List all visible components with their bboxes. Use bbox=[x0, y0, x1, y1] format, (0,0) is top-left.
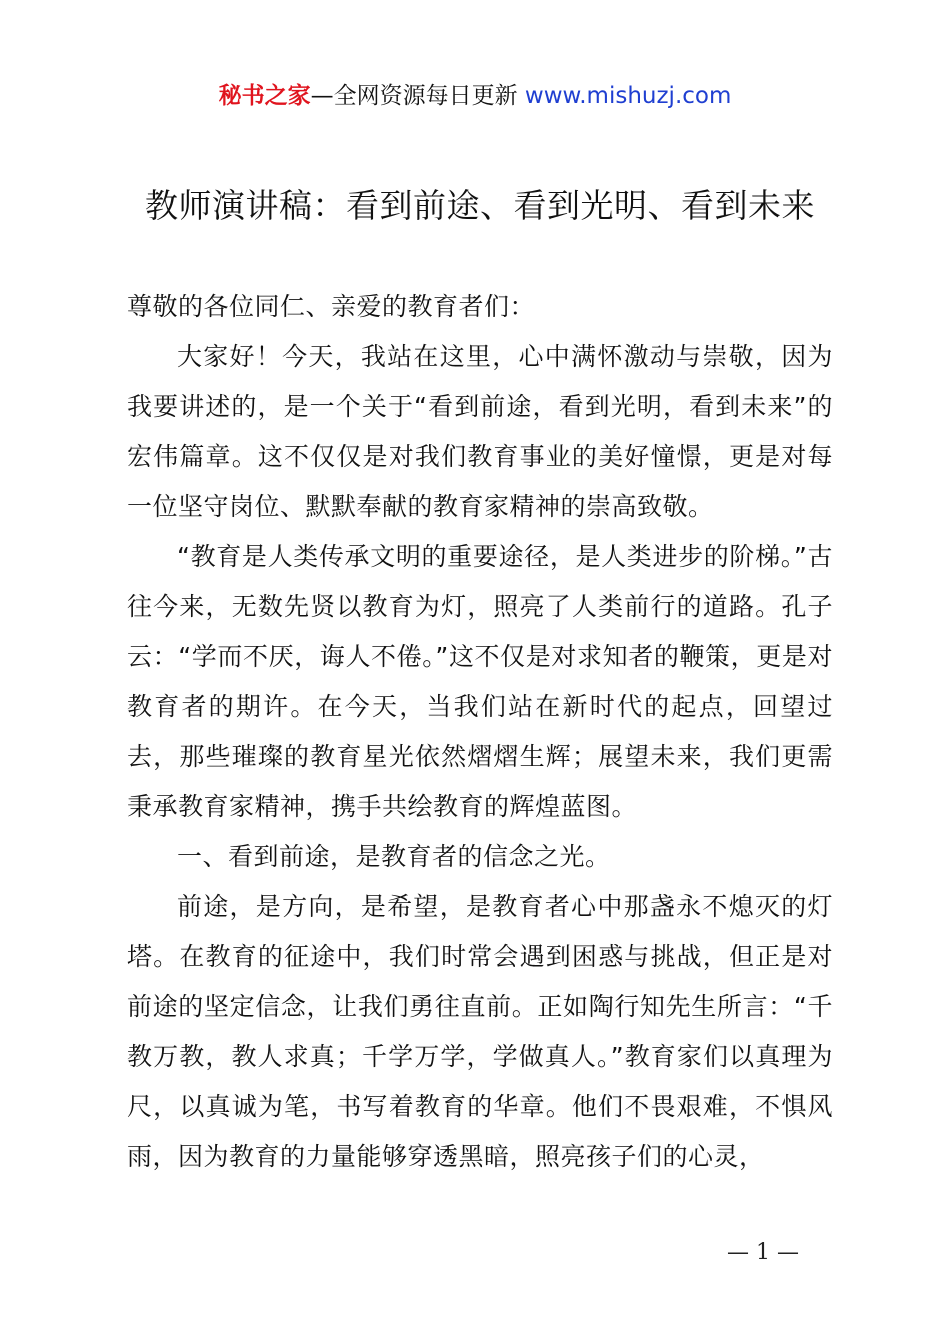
banner-slogan: —全网资源每日更新 bbox=[310, 83, 518, 109]
document-title: 教师演讲稿：看到前途、看到光明、看到未来 bbox=[145, 186, 815, 225]
section-heading-1: 一、看到前途，是教育者的信念之光。 bbox=[177, 842, 611, 871]
section-1-paragraph: 前途，是方向，是希望，是教育者心中那盏永不熄灭的灯塔。在教育的征途中，我们时常会遇到困惑与挑战，但正是对前途的坚定信念，让我们勇往直前。正如陶行知先生所言：“千教万教，教人求真；千学万学，学做真人。”教育家们以真理为尺，以真诚为笔，书写着教育的华章。他们不畏艰难，不惧风雨，因为教育的力量能够穿透黑暗，照亮孩子们的心灵， bbox=[127, 892, 833, 1171]
site-banner bbox=[0, 80, 950, 112]
greeting-line: 尊敬的各位同仁、亲爱的教育者们： bbox=[127, 292, 536, 321]
paragraph-1: 大家好！今天，我站在这里，心中满怀激动与崇敬，因为我要讲述的，是一个关于“看到前途，看到光明，看到未来”的宏伟篇章。这不仅仅是对我们教育事业的美好憧憬，更是对每一位坚守岗位、默默奉献的教育家精神的崇高致敬。 bbox=[127, 342, 833, 521]
banner-url-link[interactable]: www.mishuzj.com bbox=[524, 83, 732, 109]
banner-brand: 秘书之家 bbox=[218, 83, 311, 109]
page-number: — 1 — bbox=[727, 1240, 799, 1265]
document-body bbox=[127, 282, 833, 1182]
paragraph-2: “教育是人类传承文明的重要途径，是人类进步的阶梯。”古往今来，无数先贤以教育为灯，照亮了人类前行的道路。孔子云：“学而不厌，诲人不倦。”这不仅是对求知者的鞭策，更是对教育者的期许。在今天，当我们站在新时代的起点，回望过去，那些璀璨的教育星光依然熠熠生辉；展望未来，我们更需秉承教育家精神，携手共绘教育的辉煌蓝图。 bbox=[127, 542, 833, 821]
